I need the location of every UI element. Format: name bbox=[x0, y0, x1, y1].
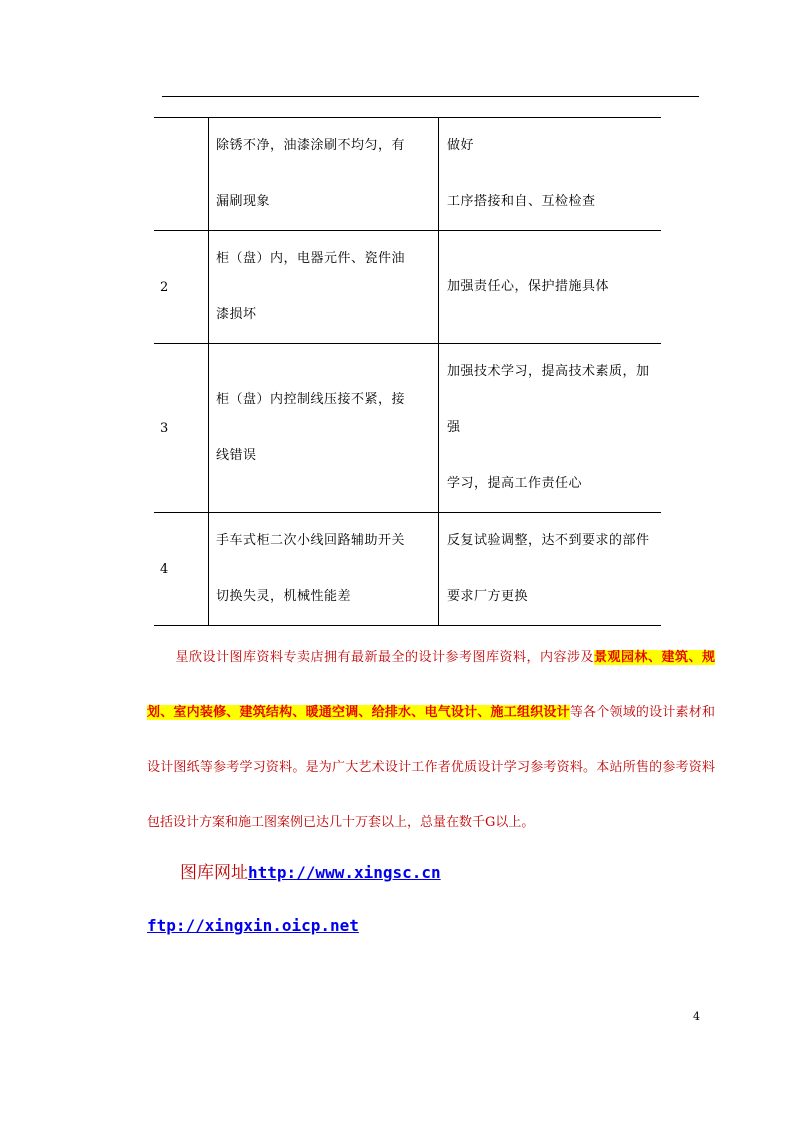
site-url-line bbox=[180, 858, 441, 883]
promo-rest: 等各个领域的设计素材和设计图纸等参考学习资料。是为广大艺术设计工作者优质设计学习参考资料。本站所售的参考资料包括设计方案和施工图案例已达几十万套以上，总量在数千G以上。 bbox=[147, 705, 715, 830]
row-number: 4 bbox=[154, 513, 209, 626]
measure-cell bbox=[439, 513, 662, 626]
ftp-url-line bbox=[147, 916, 359, 935]
measure-cell bbox=[439, 118, 662, 231]
measure-line: 工序搭接和自、互检检查 bbox=[447, 194, 596, 209]
page-number: 4 bbox=[693, 1010, 700, 1023]
promo-highlight: 景观园林、建筑、规划、室内装修、建筑结构、暖通空调、给排水、电气设计、施工组织设计 bbox=[147, 650, 715, 720]
measure-line: 反复试验调整，达不到要求的部件 bbox=[447, 533, 650, 548]
promo-intro: 星欣设计图库资料专卖店拥有最新最全的设计参考图库资料，内容涉及 bbox=[175, 650, 594, 665]
quality-issues-table bbox=[154, 117, 661, 626]
problem-line: 漆损坏 bbox=[216, 307, 257, 322]
measure-line: 学习，提高工作责任心 bbox=[447, 476, 583, 491]
problem-cell bbox=[209, 118, 439, 231]
row-number bbox=[154, 118, 209, 231]
table-row bbox=[154, 118, 661, 231]
row-number: 2 bbox=[154, 231, 209, 344]
problem-line: 柜（盘）内，电器元件、瓷件油 bbox=[216, 251, 406, 266]
problem-cell bbox=[209, 344, 439, 513]
table-row bbox=[154, 513, 661, 626]
measure-line: 加强责任心，保护措施具体 bbox=[447, 279, 610, 294]
site-link[interactable]: http://www.xingsc.cn bbox=[248, 863, 441, 882]
measure-cell bbox=[439, 231, 662, 344]
measure-line: 要求厂方更换 bbox=[447, 589, 529, 604]
site-label: 图库网址 bbox=[180, 863, 248, 883]
problem-line: 漏刷现象 bbox=[216, 194, 271, 209]
problem-cell bbox=[209, 231, 439, 344]
row-number: 3 bbox=[154, 344, 209, 513]
problem-line: 线错误 bbox=[216, 448, 257, 463]
problem-line: 手车式柜二次小线回路辅助开关 bbox=[216, 533, 406, 548]
problem-line: 柜（盘）内控制线压接不紧，接 bbox=[216, 392, 406, 407]
table-row bbox=[154, 344, 661, 513]
problem-line: 切换失灵，机械性能差 bbox=[216, 589, 352, 604]
problem-line: 除锈不净，油漆涂刷不均匀，有 bbox=[216, 138, 406, 153]
promo-paragraph bbox=[147, 630, 715, 850]
header-rule bbox=[162, 96, 699, 97]
problem-cell bbox=[209, 513, 439, 626]
measure-cell bbox=[439, 344, 662, 513]
measure-line: 加强技术学习，提高技术素质，加强 bbox=[447, 364, 650, 435]
ftp-link[interactable]: ftp://xingxin.oicp.net bbox=[147, 916, 359, 935]
table-row bbox=[154, 231, 661, 344]
measure-line: 做好 bbox=[447, 138, 475, 153]
